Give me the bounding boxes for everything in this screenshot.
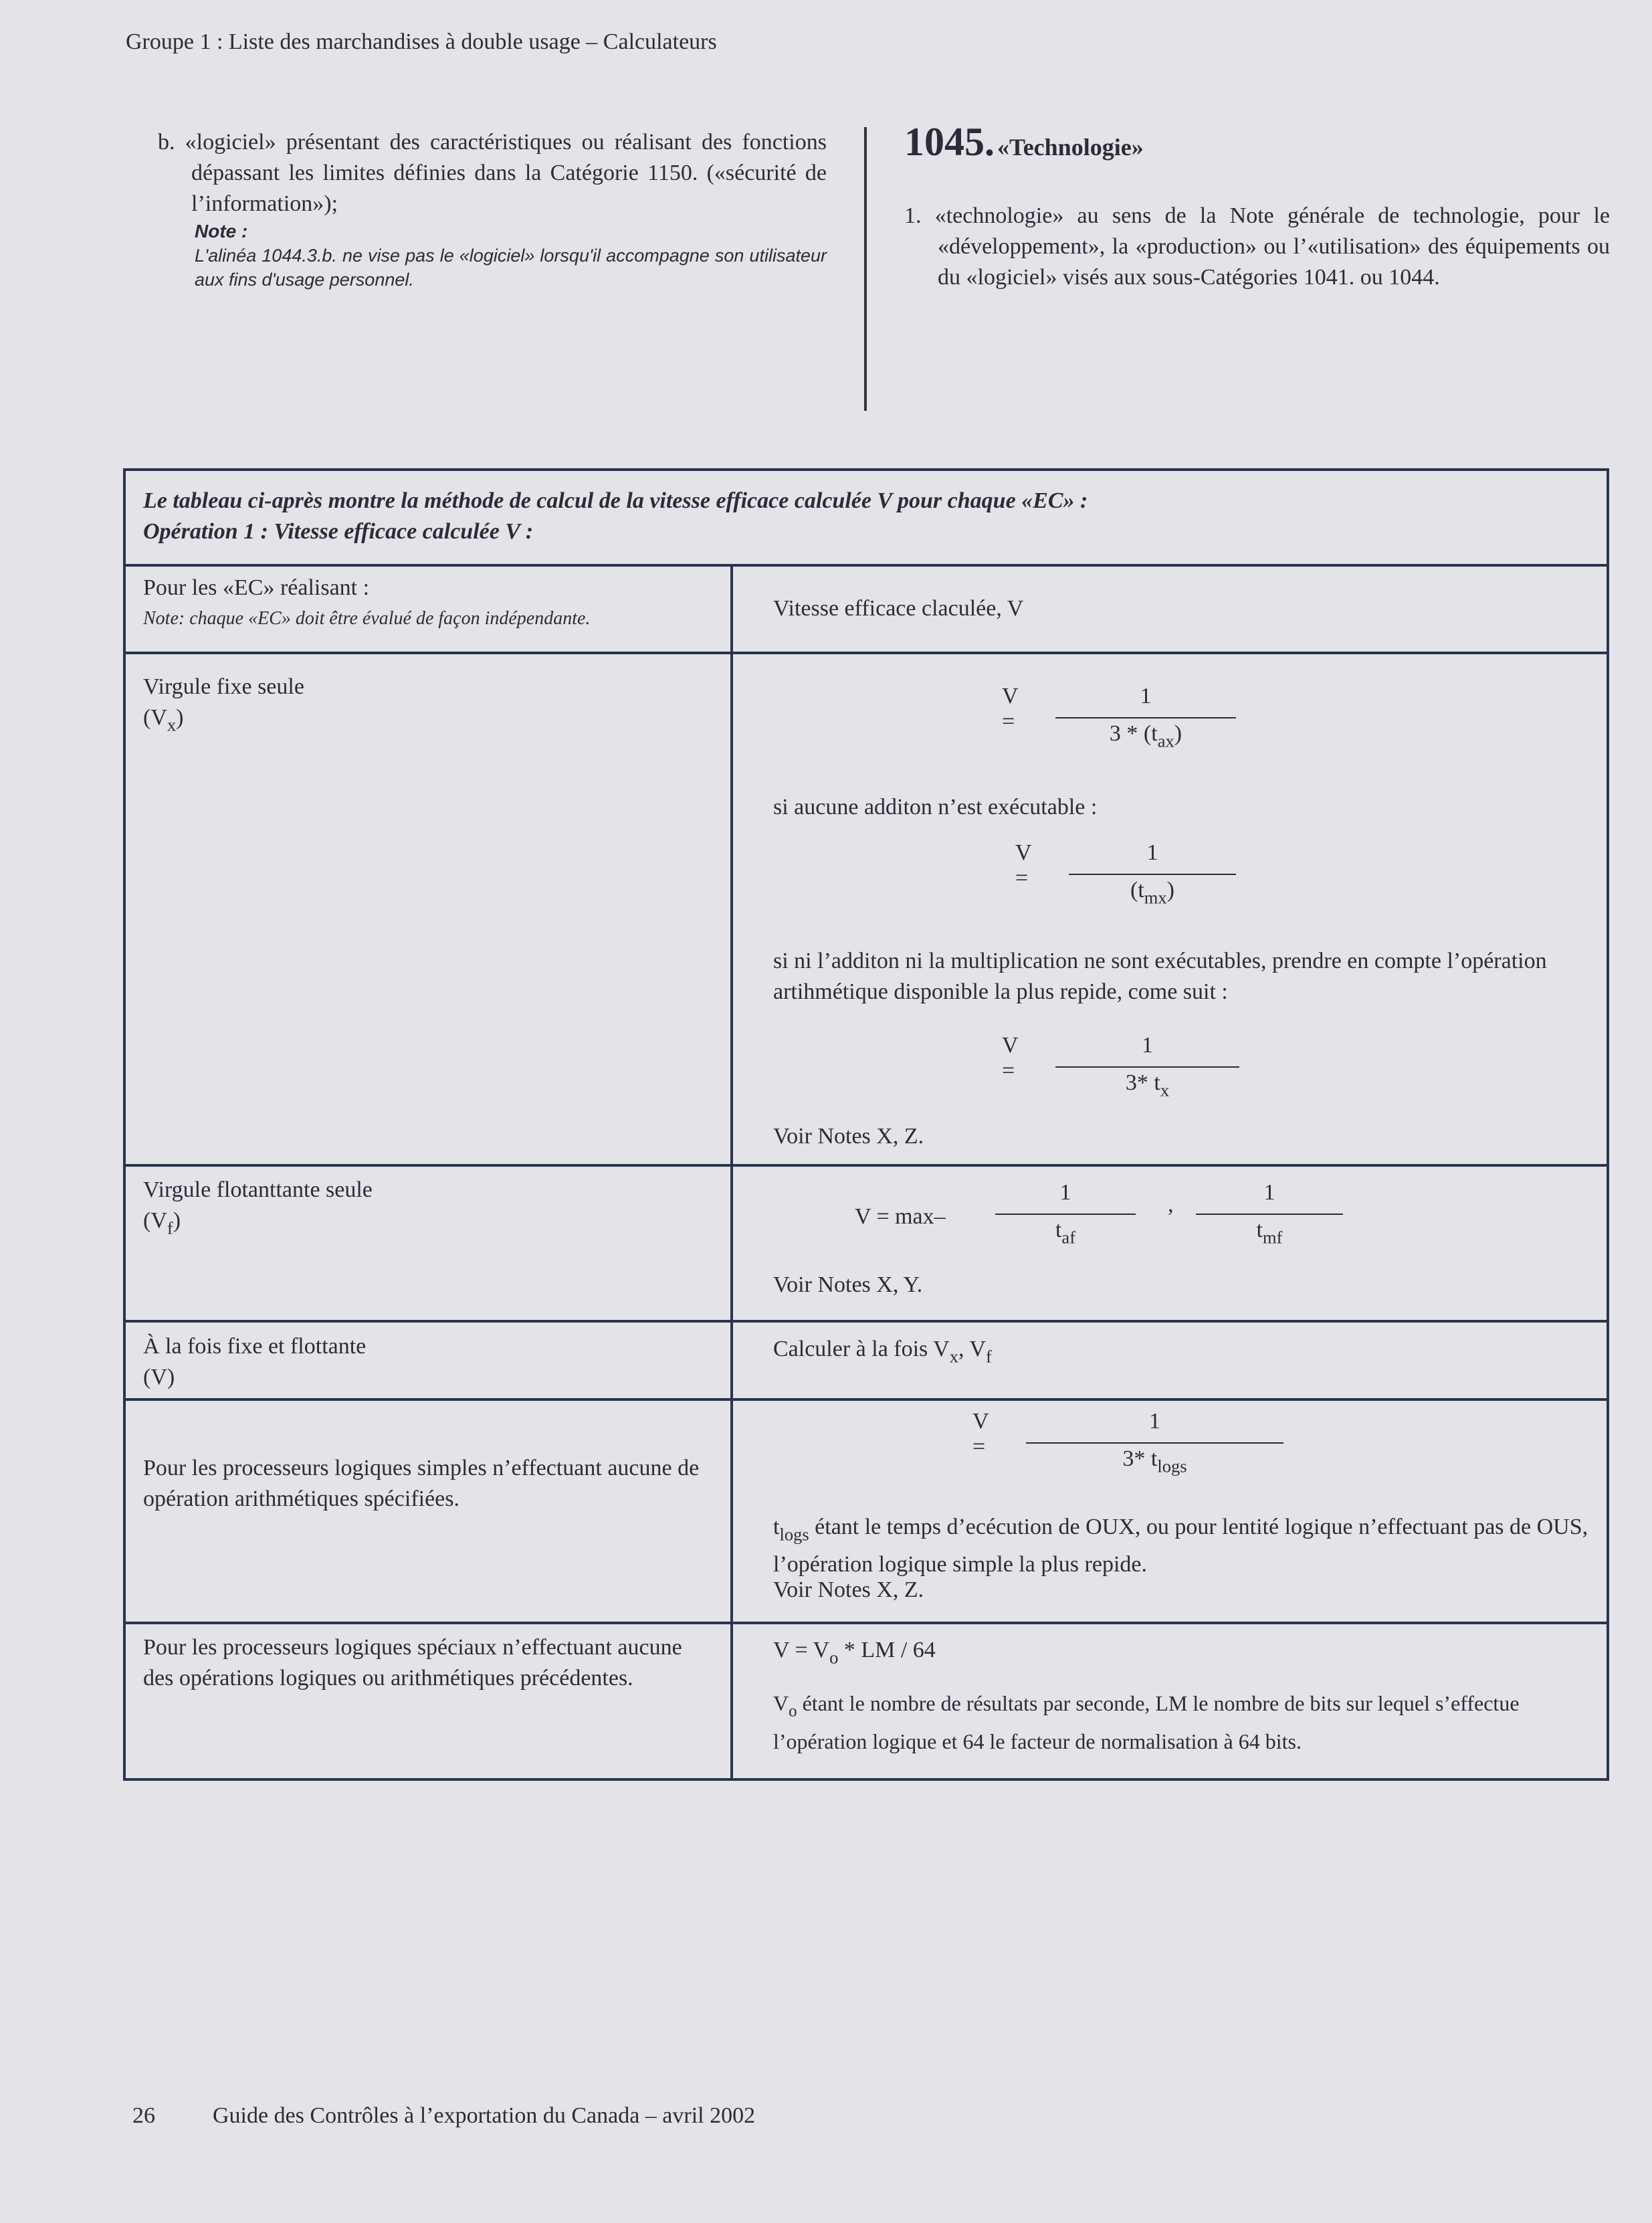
right-column xyxy=(904,201,1610,293)
col1-header xyxy=(143,573,718,634)
left-column xyxy=(158,127,827,292)
page-number: 26 xyxy=(132,2103,155,2128)
row2-notes: Voir Notes X, Y. xyxy=(773,1272,923,1297)
item-b-text: b. «logiciel» présentant des caractéristiques ou réalisant des fonctions dépassant les limites définies dans la Catégorie 1150. («sécurité de l’information»); xyxy=(158,130,827,216)
running-header: Groupe 1 : Liste des marchandises à double usage – Calculateurs xyxy=(126,29,717,54)
row-divider xyxy=(126,1398,1607,1401)
row1-text-2: si ni l’additon ni la multiplication ne sont exécutables, prendre en compte l’opération artihmétique disponible la plus repide, come suit : xyxy=(773,949,1547,1004)
page-footer xyxy=(132,2103,755,2129)
row5-text: $V_o$ étant le nombre de résultats par seconde, LM le nombre de bits sur lequel s’effectue l’opération logique et 64 le facteur de normalisation à 64 bits. xyxy=(773,1691,1520,1753)
row-divider xyxy=(126,1164,1607,1167)
row-divider xyxy=(126,1622,1607,1624)
row2-label-text: Virgule flotanttante seule xyxy=(143,1177,373,1202)
note-text: L'alinéa 1044.3.b. ne vise pas le «logiciel» lorsqu'il accompagne son utilisateur aux fins d'usage personnel. xyxy=(195,246,827,290)
footer-title: Guide des Contrôles à l’exportation du Canada – avril 2002 xyxy=(213,2103,756,2128)
row-divider xyxy=(126,564,1607,567)
row3-calc: Calculer à la fois $V_x$, $V_f$ xyxy=(773,1337,992,1367)
row4-notes: Voir Notes X, Z. xyxy=(773,1577,924,1602)
column-divider xyxy=(730,564,733,1778)
item-1-text: 1. «technologie» au sens de la Note générale de technologie, pour le «développement», la «production» ou l’«utilisation» des équipements ou du «logiciel» visés aux sous-Catégories 1041. ou 1044. xyxy=(904,203,1610,290)
caption-line-2: Opération 1 : Vitesse efficace calculée V : xyxy=(143,519,534,544)
caption-line-1: Le tableau ci-après montre la méthode de calcul de la vitesse efficace calculée V pour chaque «EC» : xyxy=(143,488,1088,513)
row3-label xyxy=(143,1331,366,1393)
row1-text-1: si aucune additon n’est exécutable : xyxy=(773,795,1098,819)
section-heading xyxy=(904,119,1144,165)
col1-header-note: Note: chaque «EC» doit être évalué de façon indépendante. xyxy=(143,608,591,629)
calculation-table: Le tableau ci-après montre la méthode de calcul de la vitesse efficace calculée V pour chaque «EC» : Opération 1 : Vitesse efficace calculée V : Pour les «EC» réalisant : Note: chaque «EC» doit être évalué de façon indépendante. Vitesse efficace claculée, V Virgule fixe seule $(V_x)$ V = 1 $3 * (t_{ax})$ si aucune additon n’est exécutable : V = 1 $(t_{mx})$ si ni l’additon ni la multiplication ne sont exécutables, prendre en compte l’opération artihmétique disponible la plus repide, come suit : V = 1 3* $t_x$ Voir Notes X, Z. Virgule flotanttante seule $(V_f)$ V = max– 1 $t_{af}$ , 1 $t_{mf}$ Voir Notes X, Y. À la fois fixe et flottante (V) Calculer à la fois $V_x$, $V_f$ Pour les processeurs logiques simples n’effectuant aucune de opération arithmétiques spécifiées. V = 1 3* $t_{logs}$ $t_{logs}$ étant le temps d’ecécution de OUX, ou pour lentité logique n’effectuant pas de OUS, l’opération logique simple la plus repide. Voir Notes X, Z. Pour les processeurs logiques spéciaux n’effectuant aucune des opérations logiques ou arithmétiques précédentes. $V = V_o$ * LM / 64 $V_o$ étant le nombre de résultats par seconde, LM le nombre de bits sur lequel s’effectue l’opération logique et 64 le facteur de normalisation à 64 bits. xyxy=(123,468,1609,1781)
row4-text: $t_{logs}$ étant le temps d’ecécution de OUX, ou pour lentité logique n’effectuant pas de OUS, l’opération logique simple la plus repide. xyxy=(773,1515,1588,1577)
row1-label xyxy=(143,672,304,740)
row3-label-text: À la fois fixe et flottante xyxy=(143,1334,367,1359)
row5-equation: $V = V_o$ * LM / 64 xyxy=(773,1638,936,1668)
row-divider xyxy=(126,1320,1607,1323)
row1-symbol: $(V_x)$ xyxy=(143,705,184,735)
row1-notes: Voir Notes X, Z. xyxy=(773,1124,924,1149)
section-number: 1045. xyxy=(904,120,995,164)
row2-symbol: $(V_f)$ xyxy=(143,1208,181,1238)
row3-symbol: (V) xyxy=(143,1365,175,1389)
col1-header-text: Pour les «EC» réalisant : xyxy=(143,575,370,600)
table-caption xyxy=(143,486,1088,547)
row4-label: Pour les processeurs logiques simples n’effectuant aucune de opération arithmétiques spécifiées. xyxy=(143,1456,700,1511)
row2-label xyxy=(143,1175,373,1243)
col2-header: Vitesse efficace claculée, V xyxy=(773,596,1024,621)
row-divider xyxy=(126,652,1607,654)
column-divider xyxy=(864,127,867,411)
row5-label: Pour les processeurs logiques spéciaux n’effectuant aucune des opérations logiques ou arithmétiques précédentes. xyxy=(143,1635,682,1690)
section-title: «Technologie» xyxy=(997,134,1144,161)
row1-label-text: Virgule fixe seule xyxy=(143,674,304,699)
note-title: Note : xyxy=(195,221,248,241)
